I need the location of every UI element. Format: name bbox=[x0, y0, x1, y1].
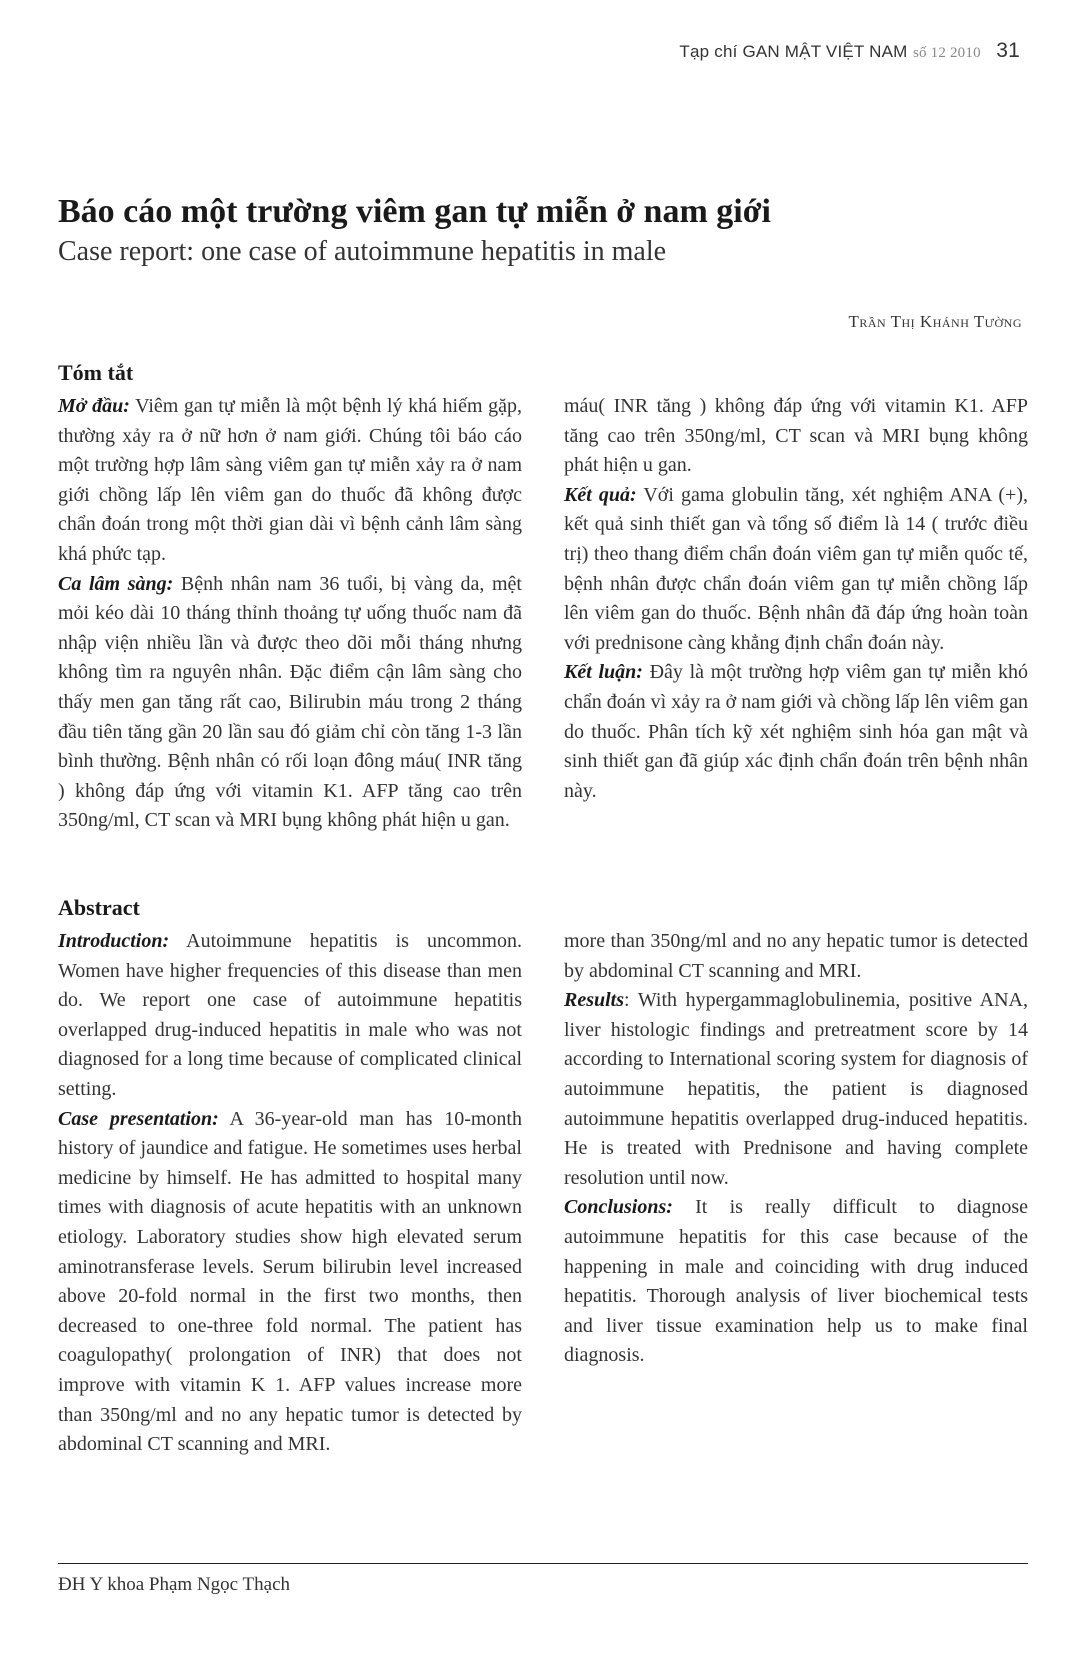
page-number: 31 bbox=[996, 39, 1020, 62]
paragraph-label: Case presentation: bbox=[58, 1107, 219, 1130]
paragraph-label: Kết quả: bbox=[564, 483, 637, 506]
abstract-column-right bbox=[564, 927, 1028, 1371]
journal-name: Tạp chí GAN MẬT VIỆT NAM bbox=[679, 42, 908, 61]
summary-paragraph-case-continued: máu( INR tăng ) không đáp ứng với vitamin K1. AFP tăng cao trên 350ng/ml, CT scan và MRI bụng không phát hiện u gan. bbox=[564, 395, 1028, 477]
abstract-paragraph-case-presentation bbox=[58, 1105, 522, 1519]
abstract-paragraph-case-continued: more than 350ng/ml and no any hepatic tumor is detected by abdominal CT scanning and MRI. bbox=[564, 930, 1028, 982]
article-title-vietnamese: Báo cáo một trường viêm gan tự miễn ở nam giới bbox=[58, 193, 772, 230]
paragraph-label: Mở đầu: bbox=[58, 395, 130, 417]
journal-issue: số 12 2010 bbox=[912, 45, 981, 61]
paragraph-label: Conclusions: bbox=[564, 1196, 673, 1219]
summary-column-right bbox=[564, 392, 1028, 806]
paragraph-label: Introduction: bbox=[58, 930, 170, 952]
paragraph-label: Results bbox=[564, 989, 625, 1012]
summary-paragraph-intro bbox=[58, 392, 522, 570]
summary-heading: Tóm tắt bbox=[58, 360, 134, 385]
abstract-paragraph-conclusions bbox=[564, 1193, 1028, 1371]
summary-column-left bbox=[58, 392, 522, 836]
article-title-english: Case report: one case of autoimmune hepatitis in male bbox=[58, 236, 667, 267]
paragraph-text: Autoimmune hepatitis is uncommon. Women have higher frequencies of this disease than men do. We report one case of autoimmune hepatitis overlapped drug-induced hepatitis in male who was not diagnosed for a long time because of complicated clinical setting. bbox=[58, 930, 522, 1100]
abstract-paragraph-introduction bbox=[58, 927, 522, 1105]
paragraph-label: Ca lâm sàng: bbox=[58, 572, 174, 595]
paragraph-text: It is really difficult to diagnose autoimmune hepatitis for this case because of the happening in male and coinciding with drug induced hepatitis. Thorough analysis of liver biochemical tests and liver tissue examination help us to make final diagnosis. bbox=[564, 1196, 1028, 1367]
paragraph-text: Với gama globulin tăng, xét nghiệm ANA (+), kết quả sinh thiết gan và tổng số điểm là 14 ( trước điều trị) theo thang điểm chẩn đoán viêm gan tự miễn quốc tế, bệnh nhân được chẩn đoán viêm gan tự miễn chồng lấp lên viêm gan do thuốc. Bệnh nhân đã đáp ứng hoàn toàn với prednisone càng khẳng định chẩn đoán này. bbox=[564, 483, 1028, 654]
paragraph-text: A 36-year-old man has 10-month history of jaundice and fatigue. He sometimes uses herbal medicine by himself. He has admitted to hospital many times with diagnosis of acute hepatitis with an unknown etiology. Laboratory studies show high elevated serum aminotransferase levels. Serum bilirubin level increased above 20-fold normal in the first two months, then decreased to one-three fold normal. The patient has coagulopathy( prolongation of INR) that does not improve with vitamin K 1. AFP values increase more than 350ng/ml and no any hepatic tumor is detected by abdominal CT scanning and MRI. bbox=[58, 1107, 522, 1456]
author-name: Trần Thị Khánh Tường bbox=[848, 312, 1022, 331]
abstract-heading: Abstract bbox=[58, 895, 140, 920]
abstract-paragraph-results bbox=[564, 986, 1028, 1193]
paragraph-text: Viêm gan tự miễn là một bệnh lý khá hiếm gặp, thường xảy ra ở nữ hơn ở nam giới. Chúng tôi báo cáo một trường hợp lâm sàng viêm gan tự miễn xảy ra ở nam giới chồng lấp lên viêm gan do thuốc đã không được chẩn đoán trong một thời gian dài vì bệnh cảnh lâm sàng khá phức tạp. bbox=[58, 395, 522, 565]
author-affiliation: ĐH Y khoa Phạm Ngọc Thạch bbox=[58, 1574, 290, 1595]
abstract-column-left bbox=[58, 927, 522, 1519]
summary-paragraph-conclusion bbox=[564, 658, 1028, 806]
summary-paragraph-results bbox=[564, 481, 1028, 659]
footnote-divider bbox=[58, 1563, 1028, 1564]
paragraph-text: : With hypergammaglobulinemia, positive ANA, liver histologic findings and pretreatment score by 14 according to International scoring system for diagnosis of autoimmune hepatitis, the patient is diagnosed autoimmune hepatitis overlapped drug-induced hepatitis. He is treated with Prednisone and having complete resolution until now. bbox=[564, 989, 1028, 1189]
paragraph-label: Kết luận: bbox=[564, 661, 643, 684]
summary-paragraph-case bbox=[58, 570, 522, 836]
paragraph-text: Bệnh nhân nam 36 tuổi, bị vàng da, mệt mỏi kéo dài 10 tháng thỉnh thoảng tự uống thuốc nam đã nhập viện nhiều lần và được theo dõi mỗi tháng nhưng không tìm ra nguyên nhân. Đặc điểm cận lâm sàng cho thấy men gan tăng rất cao, Bilirubin máu trong 2 tháng đầu tiên tăng gần 20 lần sau đó giảm chỉ còn tăng 1-3 lần bình thường. Bệnh nhân có rối loạn đông máu( INR tăng ) không đáp ứng với vitamin K1. AFP tăng cao trên 350ng/ml, CT scan và MRI bụng không phát hiện u gan. bbox=[58, 572, 522, 832]
paragraph-text: Đây là một trường hợp viêm gan tự miễn khó chẩn đoán vì xảy ra ở nam giới và chồng lấp lên viêm gan do thuốc. Phân tích kỹ xét nghiệm sinh hóa gan mật và sinh thiết gan đã giúp xác định chẩn đoán trên bệnh nhân này. bbox=[564, 661, 1028, 802]
running-head bbox=[679, 38, 1020, 63]
